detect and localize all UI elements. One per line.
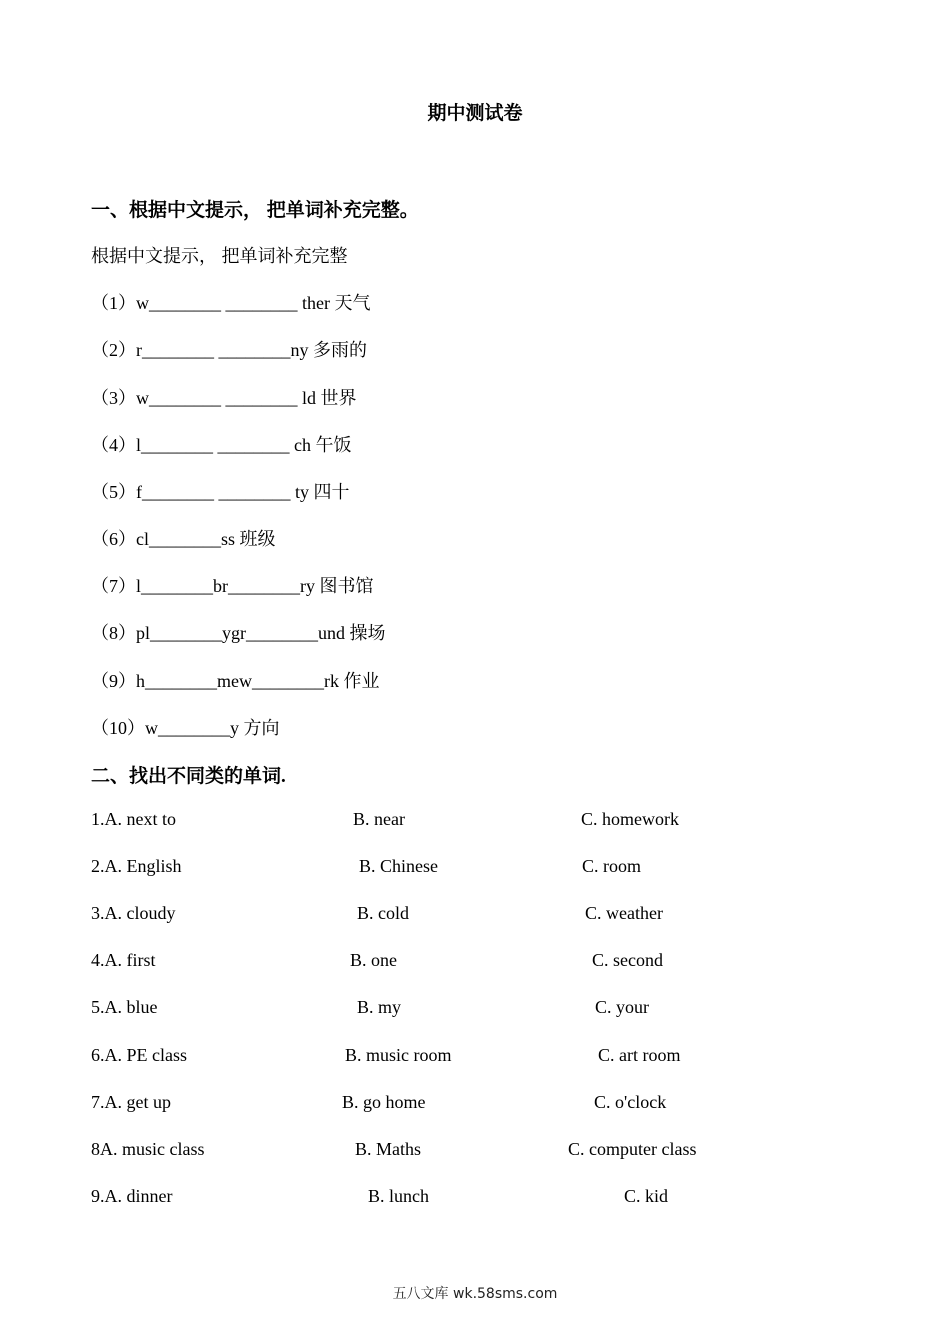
fill-item: （8）pl________ygr________und 操场 <box>91 623 386 643</box>
option-a: 6.A. PE class <box>91 1045 187 1065</box>
option-b: B. Chinese <box>359 856 438 876</box>
option-b: B. lunch <box>368 1186 429 1206</box>
question-row <box>91 1139 851 1165</box>
fill-item: （9）h________mew________rk 作业 <box>91 671 380 691</box>
option-c: C. art room <box>598 1045 681 1065</box>
option-a: 3.A. cloudy <box>91 903 176 923</box>
option-a: 8A. music class <box>91 1139 205 1159</box>
question-row <box>91 856 851 882</box>
option-c: C. homework <box>581 809 679 829</box>
option-b: B. my <box>357 997 402 1017</box>
fill-item: （3）w________ ________ ld 世界 <box>91 388 357 408</box>
option-c: C. room <box>582 856 642 876</box>
question-row <box>91 997 851 1023</box>
question-row <box>91 1186 851 1212</box>
option-c: C. second <box>592 950 663 970</box>
section1-instruction: 根据中文提示， 把单词补充完整 <box>91 246 348 266</box>
fill-item: （2）r________ ________ny 多雨的 <box>91 340 367 360</box>
fill-item: （7）l________br________ry 图书馆 <box>91 576 374 596</box>
option-a: 2.A. English <box>91 856 182 876</box>
section2-heading: 二、找出不同类的单词. <box>91 766 286 787</box>
option-c: C. your <box>595 997 649 1017</box>
page-title: 期中测试卷 <box>427 103 523 124</box>
option-a: 9.A. dinner <box>91 1186 173 1206</box>
option-a: 4.A. first <box>91 950 156 970</box>
question-row <box>91 903 851 929</box>
option-c: C. o'clock <box>594 1092 667 1112</box>
option-b: B. music room <box>345 1045 452 1065</box>
footer-watermark: 五八文库 wk.58sms.com <box>392 1286 558 1302</box>
fill-item: （4）l________ ________ ch 午饭 <box>91 435 352 455</box>
fill-item: （1）w________ ________ ther 天气 <box>91 293 371 313</box>
question-row <box>91 809 851 835</box>
option-b: B. cold <box>357 903 409 923</box>
question-row <box>91 1045 851 1071</box>
option-b: B. near <box>353 809 405 829</box>
fill-item: （6）cl________ss 班级 <box>91 529 276 549</box>
question-row <box>91 1092 851 1118</box>
option-b: B. Maths <box>355 1139 422 1159</box>
section1-heading: 一、根据中文提示， 把单词补充完整。 <box>91 200 419 221</box>
question-row <box>91 950 851 976</box>
option-a: 1.A. next to <box>91 809 176 829</box>
option-c: C. kid <box>624 1186 669 1206</box>
fill-item: （10）w________y 方向 <box>91 718 280 738</box>
option-a: 5.A. blue <box>91 997 158 1017</box>
option-b: B. one <box>350 950 397 970</box>
option-b: B. go home <box>342 1092 426 1112</box>
option-a: 7.A. get up <box>91 1092 171 1112</box>
option-c: C. computer class <box>568 1139 697 1159</box>
option-c: C. weather <box>585 903 663 923</box>
fill-item: （5）f________ ________ ty 四十 <box>91 482 350 502</box>
